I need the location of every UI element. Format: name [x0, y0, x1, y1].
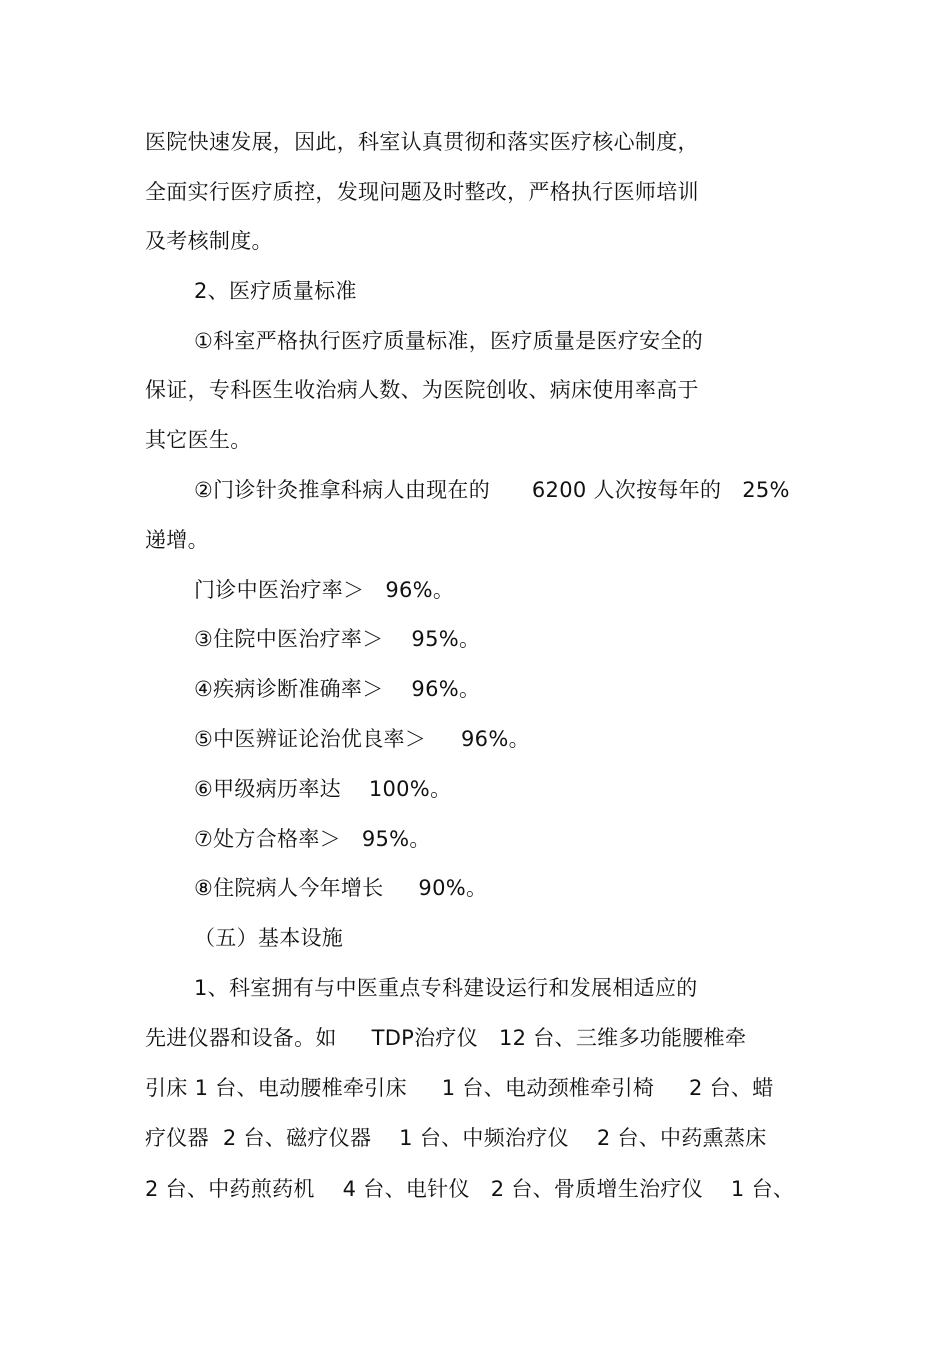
- text-line: ③住院中医治疗率＞ 95%。: [194, 627, 481, 651]
- text-line: 引床 1 台、电动腰椎牵引床 1 台、电动颈椎牵引椅 2 台、蜡: [145, 1076, 774, 1100]
- text-line: ⑧住院病人今年增长 90%。: [194, 876, 488, 900]
- text-line: 递增。: [145, 528, 209, 552]
- text-line: 及考核制度。: [145, 229, 273, 253]
- text-line: ②门诊针灸推拿科病人由现在的 6200 人次按每年的 25%: [194, 478, 790, 502]
- text-line: 其它医生。: [145, 428, 252, 452]
- section-heading: 2、医疗质量标准: [194, 279, 357, 303]
- text-line: ⑤中医辨证论治优良率＞ 96%。: [194, 727, 530, 751]
- text-line: ⑥甲级病历率达 100%。: [194, 777, 452, 801]
- text-line: 2 台、中药煎药机 4 台、电针仪 2 台、骨质增生治疗仪 1 台、: [145, 1177, 795, 1201]
- text-line: ⑦处方合格率＞ 95%。: [194, 827, 431, 851]
- text-line: 先进仪器和设备。如 TDP治疗仪 12 台、三维多功能腰椎牵: [145, 1026, 747, 1050]
- text-line: 医院快速发展，因此，科室认真贯彻和落实医疗核心制度，: [145, 130, 699, 154]
- text-line: ④疾病诊断准确率＞ 96%。: [194, 677, 481, 701]
- text-line: ①科室严格执行医疗质量标准，医疗质量是医疗安全的: [194, 329, 704, 353]
- text-line: 门诊中医治疗率＞ 96%。: [194, 578, 455, 602]
- text-line: 全面实行医疗质控，发现问题及时整改，严格执行医师培训: [145, 180, 699, 204]
- section-heading: （五）基本设施: [194, 926, 344, 950]
- text-line: 1、科室拥有与中医重点专科建设运行和发展相适应的: [194, 976, 698, 1000]
- text-line: 保证，专科医生收治病人数、为医院创收、病床使用率高于: [145, 378, 699, 402]
- text-line: 疗仪器 2 台、磁疗仪器 1 台、中频治疗仪 2 台、中药熏蒸床: [145, 1126, 767, 1150]
